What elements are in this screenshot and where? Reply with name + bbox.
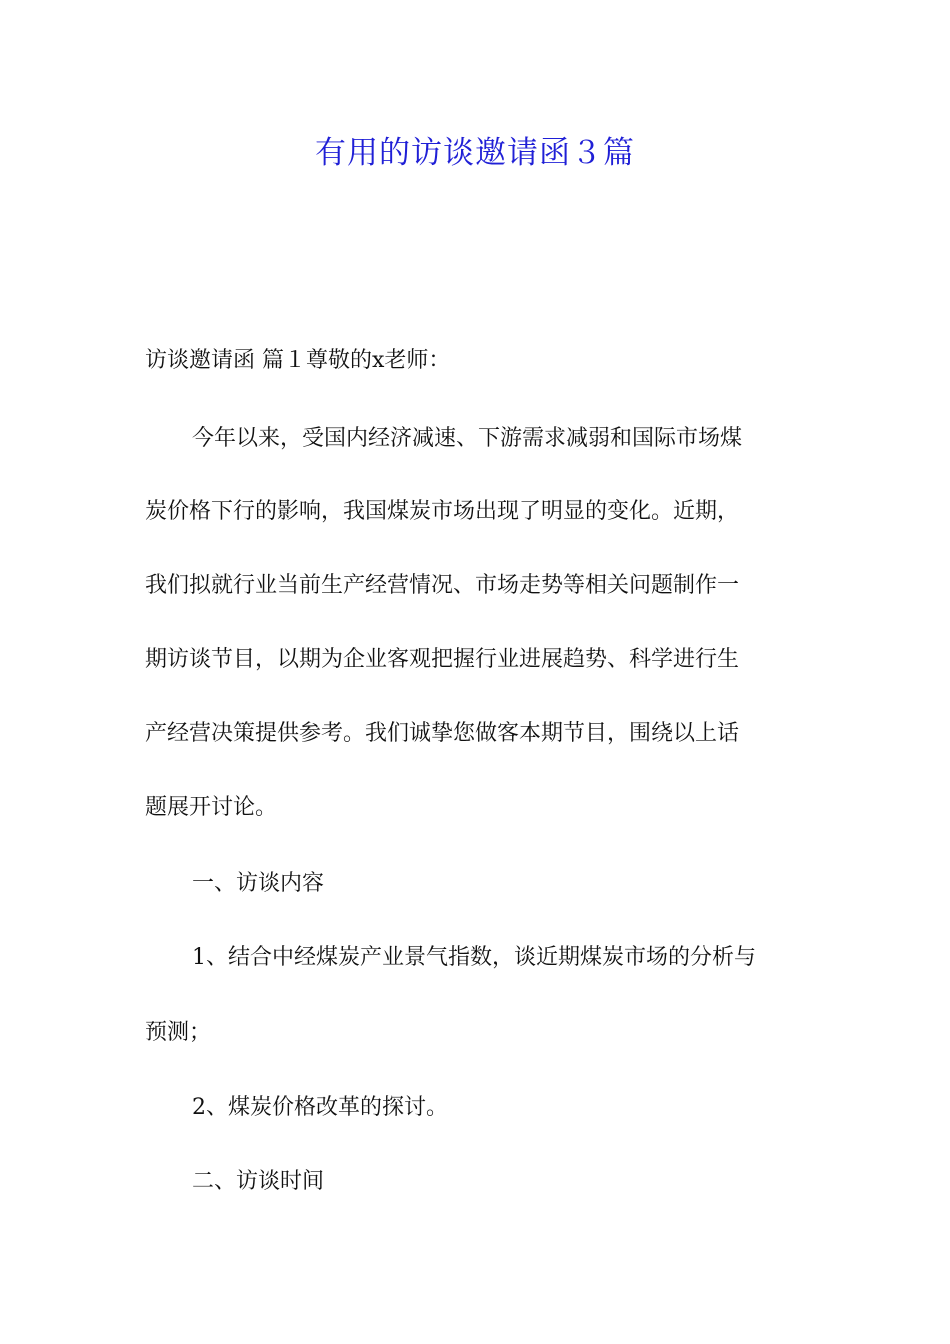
section-heading: 二、访谈时间 bbox=[192, 1169, 325, 1194]
body-line bbox=[145, 1164, 810, 1195]
list-item: 预测； bbox=[145, 1020, 212, 1045]
body-line bbox=[145, 716, 810, 747]
body-line bbox=[145, 1015, 810, 1046]
paragraph-line: 我们拟就行业当前生产经营情况、市场走势等相关问题制作一 bbox=[145, 573, 740, 598]
salutation-line: 访谈邀请函 篇１尊敬的x老师： bbox=[145, 348, 451, 373]
body-line bbox=[145, 1090, 810, 1121]
body-line bbox=[145, 866, 810, 897]
body-line bbox=[145, 642, 810, 673]
body-line bbox=[145, 343, 810, 374]
paragraph-line: 炭价格下行的影响，我国煤炭市场出现了明显的变化。近期， bbox=[145, 499, 740, 524]
body-line bbox=[145, 568, 810, 599]
list-item: 1、结合中经煤炭产业景气指数，谈近期煤炭市场的分析与 bbox=[192, 945, 756, 970]
body-line bbox=[145, 421, 810, 452]
paragraph-line: 题展开讨论。 bbox=[145, 795, 278, 820]
section-heading: 一、访谈内容 bbox=[192, 871, 325, 896]
body-line bbox=[145, 940, 810, 971]
paragraph-line: 期访谈节目，以期为企业客观把握行业进展趋势、科学进行生 bbox=[145, 647, 740, 672]
paragraph-line: 今年以来，受国内经济减速、下游需求减弱和国际市场煤 bbox=[192, 426, 743, 451]
body-line bbox=[145, 790, 810, 821]
body-line bbox=[145, 494, 810, 525]
paragraph-line: 产经营决策提供参考。我们诚挚您做客本期节目，围绕以上话 bbox=[145, 721, 740, 746]
list-item: 2、煤炭价格改革的探讨。 bbox=[192, 1095, 448, 1120]
document-title: 有用的访谈邀请函３篇 bbox=[315, 135, 635, 171]
